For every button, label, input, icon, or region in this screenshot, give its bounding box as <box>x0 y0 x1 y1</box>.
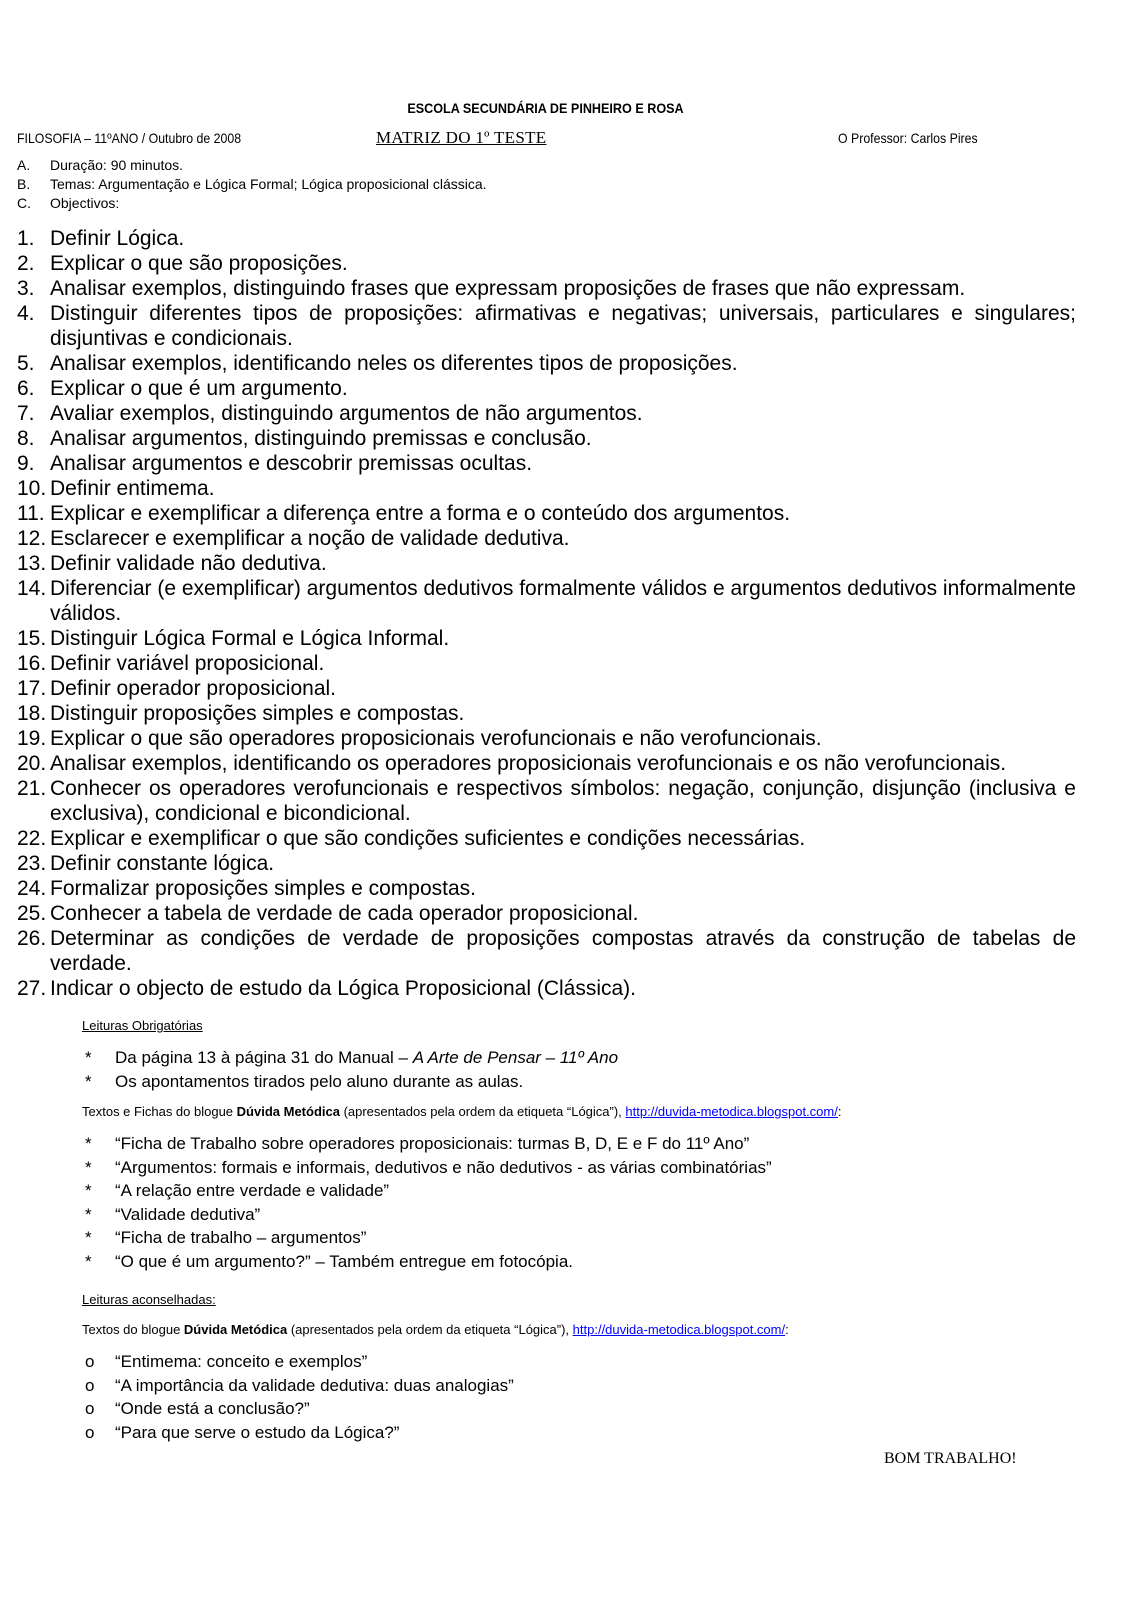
item-text: “A importância da validade dedutiva: duas analogias” <box>115 1375 514 1395</box>
list-item <box>85 1156 772 1180</box>
objective-text: Indicar o objecto de estudo da Lógica Proposicional (Clássica). <box>50 977 637 1000</box>
bullet-icon: * <box>85 1251 92 1271</box>
objective-number: 24. <box>17 877 47 900</box>
objective-item <box>17 876 1076 901</box>
objective-number: 25. <box>17 902 47 925</box>
objective-item <box>17 526 1076 551</box>
info-themes <box>17 176 487 192</box>
objective-text: Definir entimema. <box>50 477 215 500</box>
advised-heading: Leituras aconselhadas: <box>82 1292 216 1307</box>
objectives-list <box>17 226 1076 1001</box>
bullet-icon: * <box>85 1228 92 1247</box>
mandatory-blog-line: Textos e Fichas do blogue Dúvida Metódica (apresentados pela ordem da etiqueta “Lógica”), http://duvida-metodica.blogspot.com/: <box>82 1104 842 1119</box>
objective-number: 1. <box>17 227 35 250</box>
objective-item <box>17 501 1076 526</box>
blog-pre: Textos do blogue <box>82 1322 184 1337</box>
objective-text: Distinguir diferentes tipos de proposições: afirmativas e negativas; universais, particulares e singulares; disjuntivas e condicionais. <box>50 302 1076 350</box>
objective-text: Explicar o que são proposições. <box>50 252 348 275</box>
bullet-icon: * <box>85 1134 92 1153</box>
objective-text: Analisar exemplos, identificando neles os diferentes tipos de proposições. <box>50 352 738 375</box>
objective-number: 9. <box>17 452 35 475</box>
objective-item <box>17 626 1076 651</box>
item-text: “Ficha de Trabalho sobre operadores proposicionais: turmas B, D, E e F do 11º Ano” <box>115 1134 750 1153</box>
bullet-icon: o <box>85 1352 95 1371</box>
school-name: ESCOLA SECUNDÁRIA DE PINHEIRO E ROSA <box>407 100 684 116</box>
objective-number: 3. <box>17 277 35 300</box>
objective-item <box>17 776 1076 826</box>
objective-text: Analisar exemplos, identificando os operadores proposicionais verofuncionais e os não verofuncionais. <box>50 752 1007 775</box>
bullet-icon: o <box>85 1422 95 1442</box>
list-item <box>85 1250 772 1274</box>
objective-item <box>17 451 1076 476</box>
objective-number: 2. <box>17 252 35 275</box>
objective-item <box>17 351 1076 376</box>
objective-number: 26. <box>17 927 47 950</box>
objective-number: 7. <box>17 402 35 425</box>
list-item <box>85 1350 514 1374</box>
objective-number: 13. <box>17 552 47 575</box>
info-text: Temas: Argumentação e Lógica Formal; Lógica proposicional clássica. <box>50 176 487 192</box>
item-text: Os apontamentos tirados pelo aluno durante as aulas. <box>115 1071 524 1091</box>
objective-text: Conhecer a tabela de verdade de cada operador proposicional. <box>50 902 639 925</box>
book-title: A Arte de Pensar – 11º Ano <box>412 1048 619 1067</box>
course-info: FILOSOFIA – 11ºANO / Outubro de 2008 <box>17 130 242 146</box>
objective-text: Esclarecer e exemplificar a noção de validade dedutiva. <box>50 527 570 550</box>
objective-item <box>17 476 1076 501</box>
objective-number: 8. <box>17 427 35 450</box>
info-objectives <box>17 195 119 211</box>
info-text: Objectivos: <box>50 195 120 211</box>
info-duration <box>17 157 183 173</box>
objective-text: Formalizar proposições simples e compostas. <box>50 877 476 900</box>
blog-link[interactable]: http://duvida-metodica.blogspot.com/ <box>625 1104 838 1119</box>
list-item <box>85 1179 772 1203</box>
list-item <box>85 1397 514 1421</box>
objective-number: 20. <box>17 752 47 775</box>
objective-item <box>17 401 1076 426</box>
bullet-icon: * <box>85 1181 92 1200</box>
blog-link[interactable]: http://duvida-metodica.blogspot.com/ <box>572 1322 786 1337</box>
objective-item <box>17 376 1076 401</box>
item-text: “A relação entre verdade e validade” <box>115 1181 390 1200</box>
list-item: * Os apontamentos tirados pelo aluno durante as aulas. <box>85 1070 618 1094</box>
objective-number: 11. <box>17 502 45 525</box>
objective-item <box>17 276 1076 301</box>
objective-number: 12. <box>17 527 47 550</box>
professor: O Professor: Carlos Pires <box>838 130 978 146</box>
item-text: “Entimema: conceito e exemplos” <box>115 1352 368 1371</box>
document-title: MATRIZ DO 1º TESTE <box>376 128 547 147</box>
objective-item <box>17 826 1076 851</box>
objective-text: Diferenciar (e exemplificar) argumentos dedutivos formalmente válidos e argumentos dedutivos informalmente válidos. <box>50 577 1076 625</box>
info-text: Duração: 90 minutos. <box>50 157 184 173</box>
objective-text: Definir constante lógica. <box>50 852 275 875</box>
bullet-icon: * <box>85 1157 92 1177</box>
objective-item <box>17 251 1076 276</box>
objective-item <box>17 701 1076 726</box>
objective-item <box>17 926 1076 976</box>
objective-text: Explicar e exemplificar o que são condições suficientes e condições necessárias. <box>50 827 806 850</box>
item-text: “Ficha de trabalho – argumentos” <box>115 1228 367 1247</box>
objective-item <box>17 751 1076 776</box>
objective-text: Definir operador proposicional. <box>50 677 336 700</box>
objective-text: Conhecer os operadores verofuncionais e respectivos símbolos: negação, conjunção, disjunção (inclusiva e exclusiva), condicional e bicondicional. <box>50 777 1076 825</box>
objective-item <box>17 551 1076 576</box>
mandatory-texts-list <box>85 1132 772 1273</box>
mandatory-heading <box>82 1018 203 1033</box>
objective-number: 18. <box>17 702 47 725</box>
objective-text: Explicar e exemplificar a diferença entre a forma e o conteúdo dos argumentos. <box>50 502 791 525</box>
objective-text: Definir Lógica. <box>50 227 185 250</box>
objective-item <box>17 726 1076 751</box>
item-text: “Validade dedutiva” <box>115 1204 261 1224</box>
objective-number: 4. <box>17 302 35 325</box>
list-item <box>85 1374 514 1398</box>
info-key: B. <box>17 176 31 192</box>
objective-item <box>17 901 1076 926</box>
objective-text: Explicar o que são operadores proposicionais verofuncionais e não verofuncionais. <box>50 727 822 750</box>
objective-item <box>17 226 1076 251</box>
objective-number: 21. <box>17 777 47 800</box>
blog-post: (apresentados pela ordem da etiqueta “Lógica”), <box>287 1322 573 1337</box>
objective-text: Analisar argumentos, distinguindo premissas e conclusão. <box>50 427 592 450</box>
objective-item <box>17 651 1076 676</box>
objective-number: 10. <box>17 477 47 500</box>
objective-item <box>17 576 1076 626</box>
bullet-icon: o <box>85 1399 95 1418</box>
bullet-icon: o <box>85 1375 95 1395</box>
list-item <box>85 1421 514 1445</box>
objective-number: 22. <box>17 827 47 850</box>
objective-item <box>17 426 1076 451</box>
advised-texts-list <box>85 1350 514 1444</box>
mandatory-heading-text: Leituras Obrigatórias <box>82 1018 203 1033</box>
item-text: “Argumentos: formais e informais, dedutivos e não dedutivos - as várias combinatórias” <box>115 1157 772 1177</box>
objective-text: Distinguir Lógica Formal e Lógica Informal. <box>50 627 450 650</box>
objective-text: Analisar argumentos e descobrir premissas ocultas. <box>50 452 533 475</box>
objective-number: 14. <box>17 577 47 600</box>
objective-number: 17. <box>17 677 47 700</box>
objective-text: Definir validade não dedutiva. <box>50 552 327 575</box>
objective-number: 6. <box>17 377 35 400</box>
blog-name: Dúvida Metódica <box>183 1322 288 1337</box>
objective-number: 16. <box>17 652 47 675</box>
objective-text: Definir variável proposicional. <box>50 652 325 675</box>
objective-text: Analisar exemplos, distinguindo frases que expressam proposições de frases que não expressam. <box>50 277 966 300</box>
objective-item <box>17 676 1076 701</box>
objective-number: 23. <box>17 852 47 875</box>
objective-text: Explicar o que é um argumento. <box>50 377 348 400</box>
mandatory-list <box>85 1046 618 1093</box>
list-item <box>85 1226 772 1250</box>
blog-pre: Textos e Fichas do blogue <box>82 1104 237 1119</box>
objective-number: 19. <box>17 727 47 750</box>
item-text: “Para que serve o estudo da Lógica?” <box>115 1422 400 1442</box>
objective-item <box>17 301 1076 351</box>
bullet-icon: * <box>85 1204 92 1224</box>
advised-blog-line: Textos do blogue Dúvida Metódica (apresentados pela ordem da etiqueta “Lógica”), http://duvida-metodica.blogspot.com/: <box>82 1322 789 1337</box>
list-item <box>85 1203 772 1227</box>
objective-number: 15. <box>17 627 47 650</box>
objective-text: Determinar as condições de verdade de proposições compostas através da construção de tabelas de verdade. <box>50 927 1076 975</box>
item-text: Da página 13 à página 31 do Manual – <box>115 1048 413 1067</box>
item-text: “Onde está a conclusão?” <box>115 1399 310 1418</box>
info-key: C. <box>17 195 31 211</box>
objective-text: Distinguir proposições simples e compostas. <box>50 702 465 725</box>
objective-text: Avaliar exemplos, distinguindo argumentos de não argumentos. <box>50 402 643 425</box>
objective-item <box>17 851 1076 876</box>
closing-text: BOM TRABALHO! <box>884 1450 1017 1467</box>
objective-item <box>17 976 1076 1001</box>
blog-post: (apresentados pela ordem da etiqueta “Lógica”), <box>339 1104 626 1119</box>
blog-name: Dúvida Metódica <box>236 1104 340 1119</box>
objective-number: 5. <box>17 352 35 375</box>
item-text: “O que é um argumento?” – Também entregue em fotocópia. <box>115 1251 573 1271</box>
list-item: * Da página 13 à página 31 do Manual – A Arte de Pensar – 11º Ano <box>85 1048 619 1067</box>
list-item <box>85 1132 772 1156</box>
objective-number: 27. <box>17 977 47 1000</box>
info-key: A. <box>17 157 31 173</box>
